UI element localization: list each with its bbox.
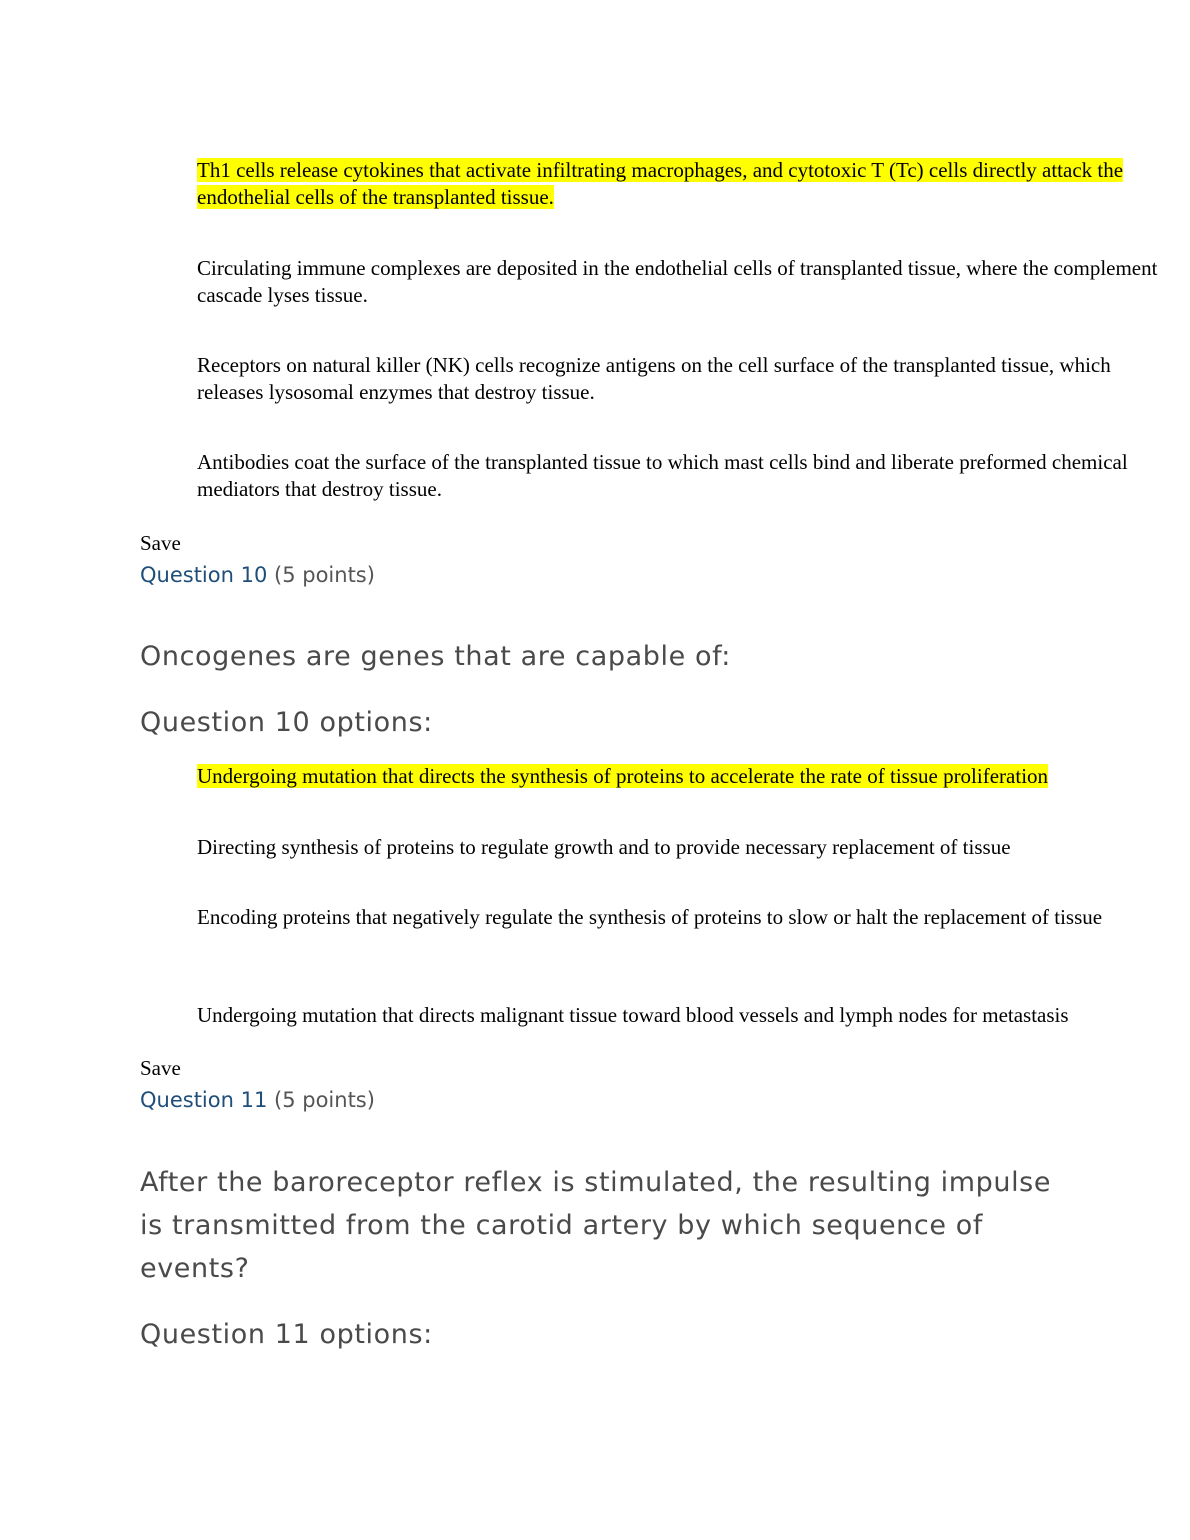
answer-option[interactable]: Encoding proteins that negatively regulate the synthesis of proteins to slow or halt the replacement of tissue (197, 905, 1103, 929)
question-header (140, 562, 375, 588)
answer-option[interactable]: Antibodies coat the surface of the transplanted tissue to which mast cells bind and liberate preformed chemical mediators that destroy tissue. (197, 450, 1128, 501)
answer-option[interactable]: Directing synthesis of proteins to regulate growth and to provide necessary replacement of tissue (197, 835, 1011, 859)
save-button[interactable]: Save (140, 531, 181, 555)
question-prompt: After the baroreceptor reflex is stimulated, the resulting impulse is transmitted from the carotid artery by which sequence of events? (140, 1167, 1052, 1284)
question-prompt: Oncogenes are genes that are capable of: (140, 641, 731, 672)
question-header (140, 1087, 375, 1113)
question-number: Question 10 (140, 563, 268, 587)
answer-option[interactable] (197, 763, 1167, 790)
save-button[interactable]: Save (140, 1056, 181, 1080)
answer-option[interactable]: Circulating immune complexes are deposited in the endothelial cells of transplanted tissue, where the complement cascade lyses tissue. (197, 256, 1158, 307)
highlighted-answer-text: Undergoing mutation that directs the synthesis of proteins to accelerate the rate of tissue proliferation (197, 764, 1049, 788)
options-label: Question 11 options: (140, 1319, 433, 1350)
answer-option[interactable]: Undergoing mutation that directs malignant tissue toward blood vessels and lymph nodes for metastasis (197, 1003, 1069, 1027)
answer-option[interactable]: Receptors on natural killer (NK) cells recognize antigens on the cell surface of the transplanted tissue, which releases lysosomal enzymes that destroy tissue. (197, 353, 1111, 404)
highlighted-answer-text: Th1 cells release cytokines that activate infiltrating macrophages, and cytotoxic T (Tc) cells directly attack the endothelial cells of the transplanted tissue. (197, 158, 1124, 209)
question-points: (5 points) (274, 1088, 375, 1112)
options-label: Question 10 options: (140, 707, 433, 738)
question-points: (5 points) (274, 563, 375, 587)
question-number: Question 11 (140, 1088, 268, 1112)
answer-option[interactable] (197, 157, 1167, 211)
